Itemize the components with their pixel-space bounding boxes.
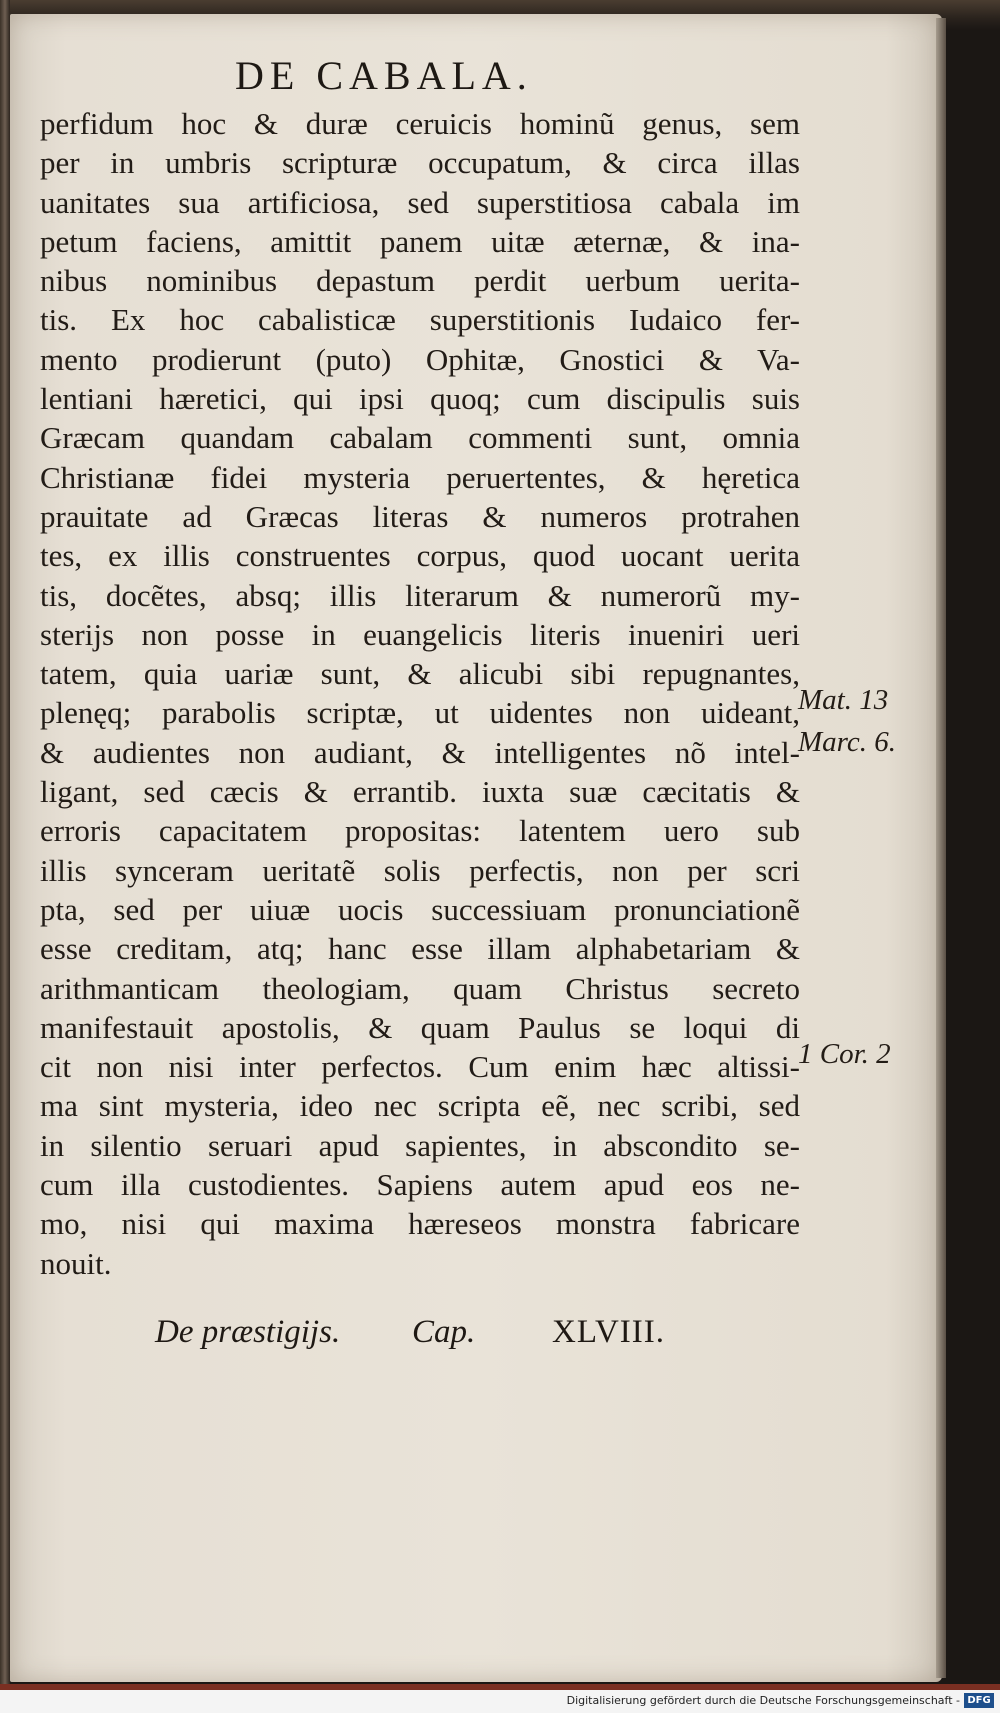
text-line: petum faciens, amittit panem uitæ æternæ, & ina- (40, 223, 800, 259)
text-line: erroris capacitatem propositas: latentem uero sub (40, 813, 800, 849)
text-line: pta, sed per uiuæ uocis successiuam pronunciationẽ (40, 891, 800, 927)
dfg-logo: DFG (964, 1693, 994, 1708)
body-text (40, 104, 800, 1283)
text-line: in silentio seruari apud sapientes, in abscondito se- (40, 1127, 800, 1163)
text-line: manifestauit apostolis, & quam Paulus se loqui di (40, 1009, 800, 1045)
marginal-note-mark: Marc. 6. (798, 726, 896, 758)
page-fore-edge (936, 18, 946, 1678)
chapter-title: De præstigijs. (155, 1314, 341, 1350)
text-line: per in umbris scripturæ occupatum, & circa illas (40, 145, 800, 181)
text-line: plenęq; parabolis scriptæ, ut uidentes non uideant, (40, 695, 800, 731)
marginal-note-matthew: Mat. 13 (798, 684, 889, 716)
text-line: tis. Ex hoc cabalisticæ superstitionis Iudaico fer- (40, 302, 800, 338)
text-line: cit non nisi inter perfectos. Cum enim hæc altissi- (40, 1049, 800, 1085)
text-line: uanitates sua artificiosa, sed superstitiosa cabala im (40, 184, 800, 220)
book-spine-edge (0, 0, 10, 1690)
digitization-credit: Digitalisierung gefördert durch die Deutsche Forschungsgemeinschaft - (566, 1694, 960, 1707)
running-head: DE CABALA. (235, 53, 533, 98)
text-line: nouit. (40, 1245, 112, 1281)
text-line: cum illa custodientes. Sapiens autem apud eos ne- (40, 1167, 800, 1203)
text-line: Græcam quandam cabalam commenti sunt, omnia (40, 420, 800, 456)
text-line: mo, nisi qui maxima hæreseos monstra fabricare (40, 1206, 800, 1242)
marginal-note-corinthians: 1 Cor. 2 (798, 1038, 891, 1070)
text-line: ligant, sed cæcis & errantib. iuxta suæ cæcitatis & (40, 774, 800, 810)
text-line: mento prodierunt (puto) Ophitæ, Gnostici & Va- (40, 341, 800, 377)
chapter-number: XLVIII. (552, 1314, 666, 1350)
text-line: illis synceram ueritatẽ solis perfectis, non per scri (40, 852, 800, 888)
text-line: ma sint mysteria, ideo nec scripta eẽ, nec scribi, sed (40, 1088, 800, 1124)
text-line: tis, docẽtes, absq; illis literarum & numerorũ my- (40, 577, 800, 613)
text-line: Christianæ fidei mysteria peruertentes, & hęretica (40, 459, 800, 495)
text-line: esse creditam, atq; hanc esse illam alphabetariam & (40, 931, 800, 967)
text-line: tatem, quia uariæ sunt, & alicubi sibi repugnantes, (40, 656, 800, 692)
text-line: nibus nominibus depastum perdit uerbum ueritа- (40, 263, 800, 299)
text-line: & audientes non audiant, & intelligentes nõ intel- (40, 734, 800, 770)
text-line: lentiani hæretici, qui ipsi quoq; cum discipulis suis (40, 381, 800, 417)
text-line: tes, ex illis construentes corpus, quod uocant uerita (40, 538, 800, 574)
text-line: prauitate ad Græcas literas & numeros protrahen (40, 498, 800, 534)
text-line: perfidum hoc & duræ ceruicis hominũ genus, sem (40, 106, 800, 141)
text-line: sterijs non posse in euangelicis literis inueniri ueri (40, 616, 800, 652)
text-line: arithmanticam theologiam, quam Christus secreto (40, 970, 800, 1006)
chapter-cap-label: Cap. (412, 1314, 476, 1350)
